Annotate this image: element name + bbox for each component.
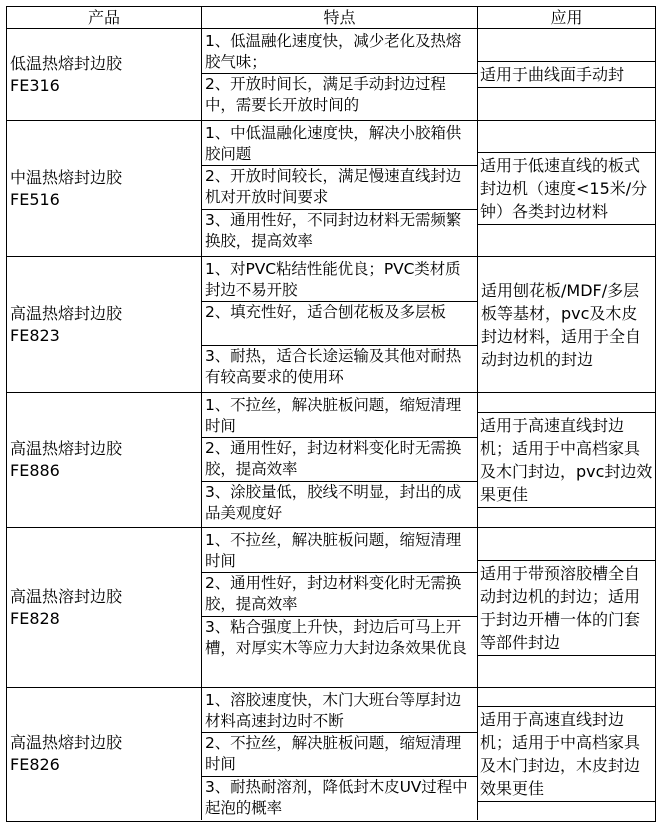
feature-item: 2、通用性好，封边材料变化时无需换胶，提高效率 — [202, 573, 477, 617]
feature-item: 1、不拉丝，解决脏板问题，缩短清理时间 — [202, 530, 477, 573]
product-name: 高温热溶封边胶 — [10, 586, 123, 606]
feature-item: 2、开放时间长，满足手动封边过程中，需要长开放时间的 — [205, 75, 446, 114]
table-row — [7, 29, 655, 121]
product-code: FE316 — [10, 75, 60, 95]
features-cell — [201, 528, 477, 687]
product-cell — [7, 257, 201, 392]
feature-item: 1、不拉丝，解决脏板问题，缩短清理时间 — [202, 395, 477, 438]
product-name: 低温热熔封边胶 — [10, 53, 123, 73]
table-row — [7, 121, 655, 257]
product-code: FE886 — [10, 461, 60, 480]
table-row — [7, 257, 655, 393]
product-name: 高温热熔封边胶 — [10, 439, 123, 458]
application-text: 适用于曲线面手动封 — [478, 61, 655, 88]
feature-item: 3、粘合强度上升快，封边后可马上开槽，对厚实木等应力大封边条效果优良 — [205, 618, 467, 657]
feature-item: 3、耐热，适合长途运输及其他对耐热有较高要求的使用环 — [205, 347, 462, 386]
application-cell — [477, 528, 655, 687]
header-application: 应用 — [477, 7, 655, 28]
feature-item: 2、不拉丝，解决脏板问题，缩短清理时间 — [202, 733, 477, 777]
product-name: 中温热熔封边胶 — [10, 167, 123, 187]
application-text: 适用于带预溶胶槽全自动封边机的封边；适用于封边开槽一体的门套等部件封边 — [478, 560, 655, 656]
product-cell — [7, 528, 201, 687]
features-cell — [201, 29, 477, 120]
application-cell — [477, 121, 655, 256]
features-cell — [201, 257, 477, 392]
feature-item: 3、耐热耐溶剂，降低封木皮UV过程中起泡的概率 — [205, 778, 468, 817]
feature-item: 3、通用性好，不同封边材料无需频繁换胶，提高效率 — [205, 211, 462, 250]
product-table — [6, 6, 656, 822]
application-text: 适用于高速直线封边机；适用于中高档家具及木门封边，pvc封边效果更佳 — [478, 412, 655, 508]
features-cell — [201, 688, 477, 820]
feature-item: 1、中低温融化速度快，解决小胶箱供胶问题 — [202, 123, 477, 166]
table-header — [7, 7, 655, 29]
application-text: 适用刨花板/MDF/多层板等基材，pvc及木皮封边材料，适用于全自动封边机的封边 — [481, 280, 642, 369]
product-name: 高温热熔封边胶 — [10, 303, 123, 323]
product-cell — [7, 121, 201, 256]
application-cell — [477, 393, 655, 527]
product-code: FE823 — [10, 325, 60, 345]
product-cell — [7, 29, 201, 120]
features-cell — [201, 393, 477, 527]
header-features: 特点 — [201, 7, 477, 28]
feature-item: 1、对PVC粘结性能优良；PVC类材质封边不易开胶 — [202, 259, 477, 302]
product-code: FE828 — [10, 608, 60, 628]
feature-item: 2、开放时间较长，满足慢速直线封边机对开放时间要求 — [202, 166, 477, 210]
feature-item: 3、涂胶量低，胶线不明显，封出的成品美观度好 — [205, 483, 462, 522]
application-text: 适用于高速直线封边机；适用于中高档家具及木门封边，木皮封边效果更佳 — [478, 706, 655, 802]
product-name: 高温热熔封边胶 — [10, 733, 123, 752]
header-product: 产品 — [87, 8, 120, 27]
feature-item: 1、溶胶速度快，木门大班台等厚封边材料高速封边时不断 — [202, 690, 477, 733]
application-text: 适用于低速直线的板式封边机（速度<15米/分钟）各类封边材料 — [478, 152, 655, 225]
feature-item: 1、低温融化速度快，减少老化及热熔胶气味； — [202, 31, 477, 74]
feature-item: 2、填充性好，适合刨花板及多层板 — [202, 302, 477, 346]
product-code: FE826 — [10, 755, 60, 774]
application-cell — [477, 688, 655, 820]
product-cell — [7, 393, 201, 527]
application-cell — [477, 29, 655, 120]
table-row — [7, 528, 655, 688]
product-code: FE516 — [10, 189, 60, 209]
product-cell — [7, 688, 201, 820]
application-cell — [477, 257, 655, 392]
features-cell — [201, 121, 477, 256]
table-row — [7, 393, 655, 528]
table-row — [7, 688, 655, 820]
feature-item: 2、通用性好，封边材料变化时无需换胶，提高效率 — [202, 438, 477, 482]
